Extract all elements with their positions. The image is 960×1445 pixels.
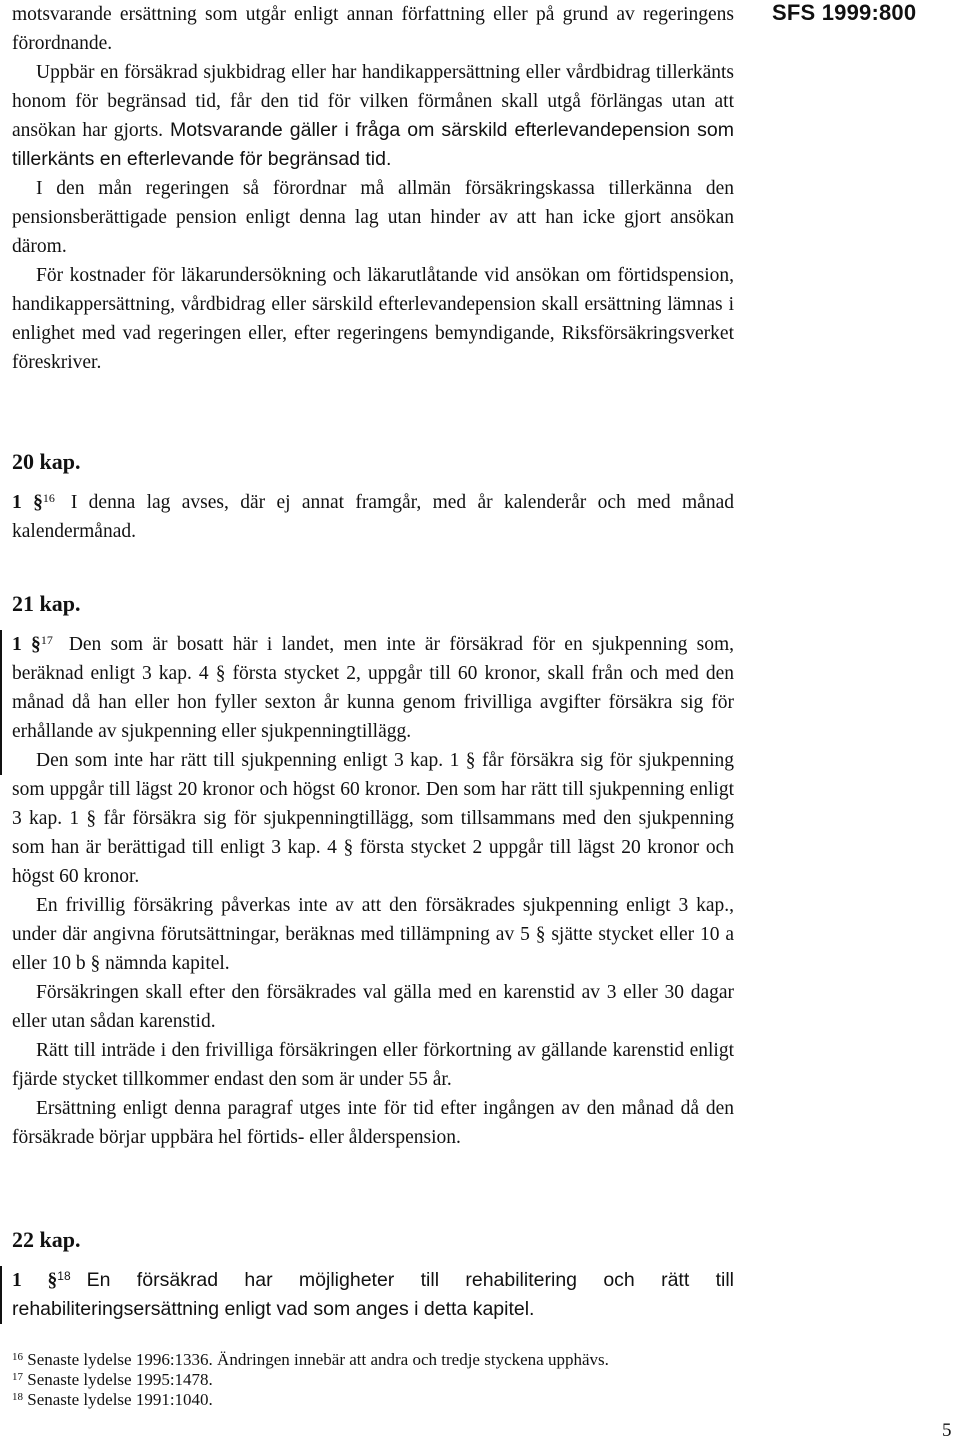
chapter-22-section: [12, 1266, 734, 1324]
footnote-16: $^{16}$ Senaste lydelse 1996:1336. Ändringen innebär att andra och tredje styckena upphävs.: [12, 1350, 609, 1369]
change-bar: [0, 1266, 2, 1324]
footnote-18: $^{18}$ Senaste lydelse 1991:1040.: [12, 1390, 213, 1409]
intro-paragraph-3: I den mån regeringen så förordnar må allmän försäkringskassa tillerkänna den pensionsberättigade pension enligt denna lag utan hinder av att han icke gjort ansökan därom.: [12, 178, 734, 257]
chapter-20-section: [12, 488, 734, 546]
chapter-22-paragraph-1: 1 §$^{18}$ En försäkrad har möjligheter till rehabilitering och rätt till rehabiliteringsersättning enligt vad som anges i detta kapitel.: [12, 1269, 734, 1320]
chapter-21-paragraph-5: Rätt till inträde i den frivilliga försäkringen eller förkortning av gällande karenstid enligt fjärde stycket tillkommer endast den som är under 55 år.: [12, 1040, 734, 1090]
chapter-20-paragraph-1: 1 §$^{16}$ I denna lag avses, där ej annat framgår, med år kalenderår och med månad kalendermånad.: [12, 491, 734, 542]
chapter-21-section: [12, 630, 734, 1152]
intro-paragraph-2: Uppbär en försäkrad sjukbidrag eller har handikappersättning eller vårdbidrag tillerkänts honom för begränsad tid, får den tid för vilken förmånen skall utgå förlängas utan att ansökan har gjorts. Motsvarande gäller i fråga om särskild efterlevandepension som tillerkänts en efterlevande för begränsad tid.: [12, 62, 734, 170]
footnote-ref-16: 16: [42, 491, 55, 505]
chapter-21-paragraph-4: Försäkringen skall efter den försäkrades val gälla med en karenstid av 3 eller 30 dagar eller utan sådan karenstid.: [12, 982, 734, 1032]
footnote-ref-18: 18: [57, 1269, 71, 1283]
chapter-21-paragraph-1: 1 §$^{17}$ Den som är bosatt här i landet, men inte är försäkrad för en sjukpenning som, beräknad enligt 3 kap. 4 § första stycket 2, uppgår till 60 kronor, skall från och med den månad då han eller hon fyller sexton år kunna genom frivilliga avgifter försäkra sig för erhållande av sjukpenning eller sjukpenningtillägg.: [12, 633, 735, 742]
chapter-21-paragraph-2: Den som inte har rätt till sjukpenning enligt 3 kap. 1 § får försäkra sig för sjukpenning som uppgår till lägst 20 kronor och högst 60 kronor. Den som har rätt till sjukpenning enligt 3 kap. 1 § får försäkra sig för sjukpenningtillägg, som tillsammans med den sjukpenning som han är berättigad till enligt 3 kap. 4 § första stycket 2 uppgår till lägst 20 kronor och högst 60 kronor.: [12, 750, 734, 887]
page-number: 5: [942, 1420, 952, 1441]
chapter-20-heading: 20 kap.: [12, 449, 81, 474]
intro-paragraph-4: För kostnader för läkarundersökning och läkarutlåtande vid ansökan om förtidspension, handikappersättning, vårdbidrag eller särskild efterlevandepension skall ersättning lämnas i enlighet med vad regeringen eller, efter regeringens bemyndigande, Riksförsäkringsverket föreskriver.: [12, 265, 734, 373]
chapter-21-heading: 21 kap.: [12, 591, 81, 616]
chapter-22-heading: 22 kap.: [12, 1227, 81, 1252]
footnotes: [12, 1350, 734, 1410]
chapter-21-paragraph-6: Ersättning enligt denna paragraf utges inte för tid efter ingången av den månad då den försäkrade börjar uppbära hel förtids- eller ålderspension.: [12, 1098, 734, 1148]
chapter-21-paragraph-3: En frivillig försäkring påverkas inte av att den försäkrades sjukpenning enligt 3 kap., under där angivna förutsättningar, beräknas med tillämpning av 5 § sjätte stycket eller 10 a eller 10 b § nämnda kapitel.: [12, 895, 734, 974]
sfs-number: SFS 1999:800: [772, 0, 917, 25]
footnote-17: $^{17}$ Senaste lydelse 1995:1478.: [12, 1370, 213, 1389]
intro-paragraph-1: motsvarande ersättning som utgår enligt annan författning eller på grund av regeringens förordnande.: [12, 4, 734, 54]
change-bar: [0, 630, 2, 775]
intro-section: [12, 0, 734, 377]
footnote-ref-17: 17: [40, 633, 53, 647]
